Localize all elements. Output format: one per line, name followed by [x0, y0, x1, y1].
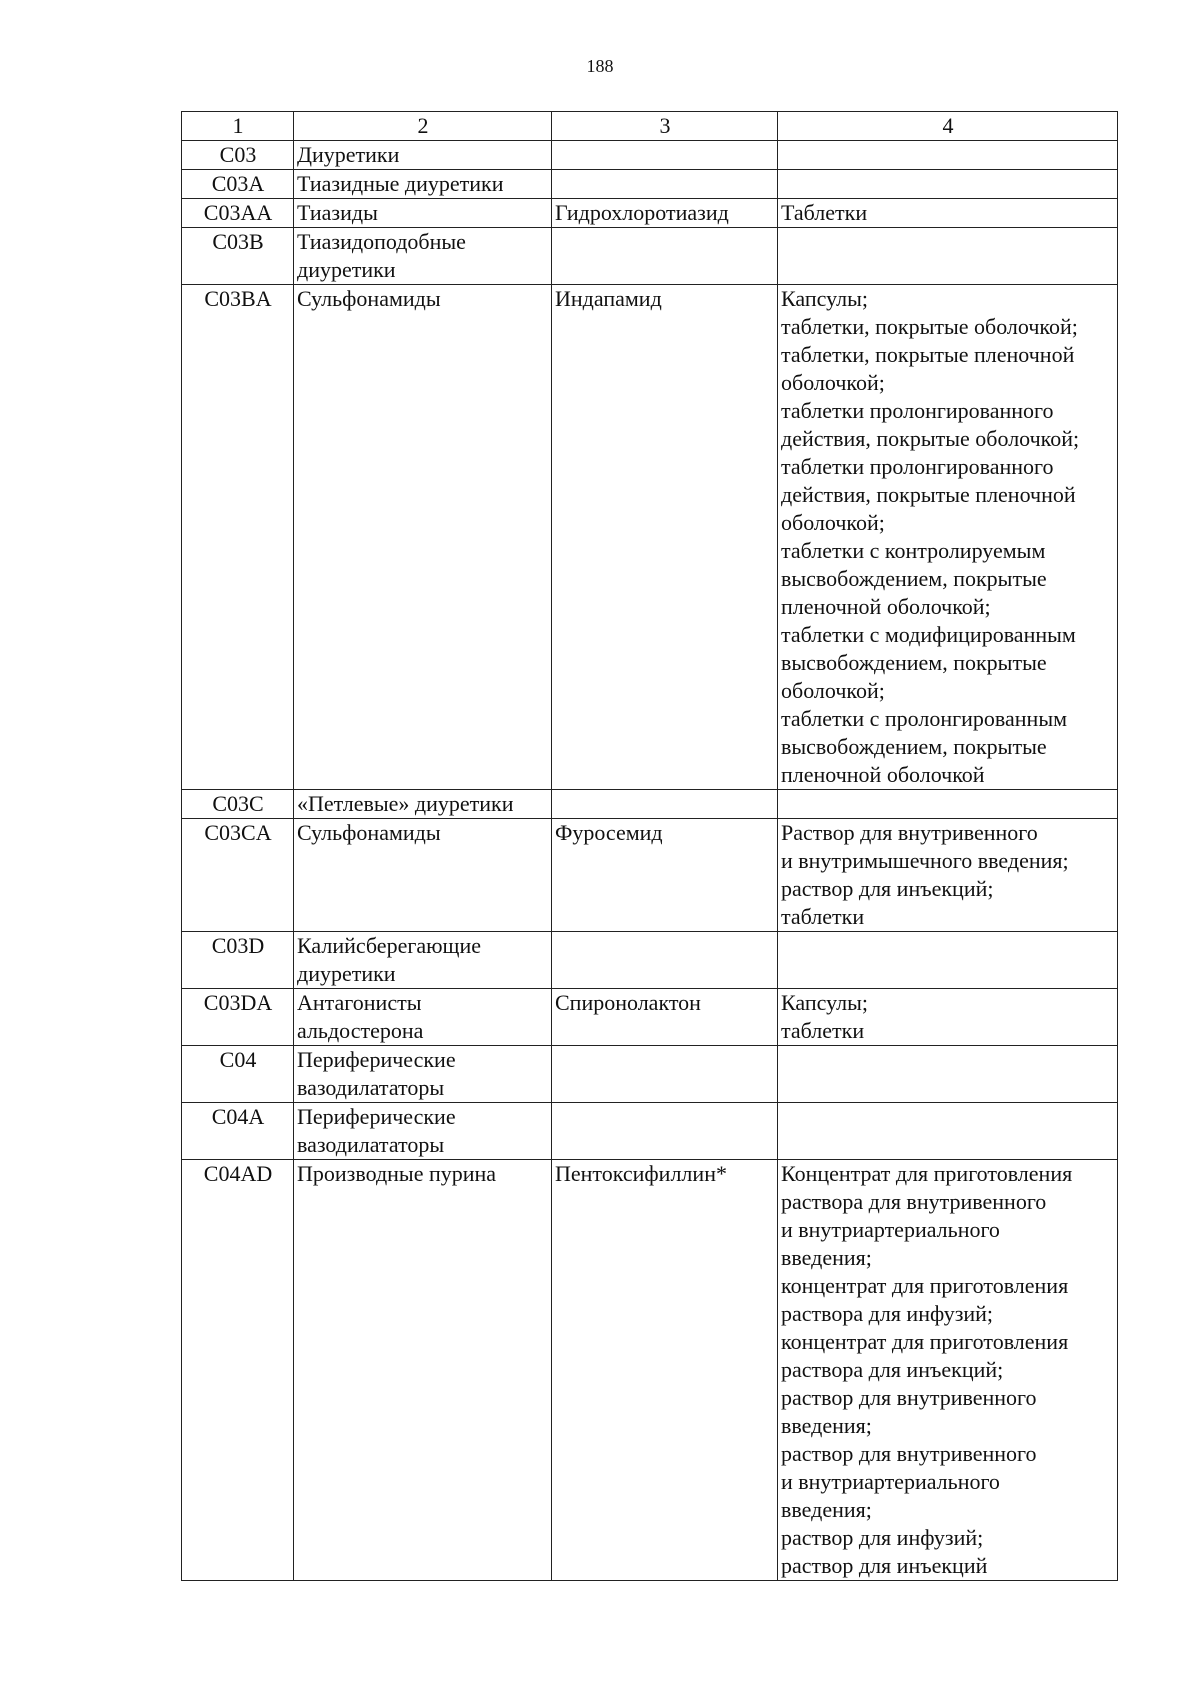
dosage-form-line: Таблетки — [781, 200, 868, 225]
table-header-row — [182, 112, 1118, 141]
substance-line: Спиронолактон — [555, 990, 701, 1015]
dosage-forms-cell — [778, 989, 1118, 1046]
dosage-form-line: Раствор для внутривенного — [781, 820, 1038, 845]
substance-cell — [552, 790, 778, 819]
substance-cell — [552, 170, 778, 199]
group-name-line: вазодилататоры — [297, 1075, 445, 1100]
dosage-forms-cell — [778, 1160, 1118, 1581]
dosage-form-line: и внутримышечного введения; — [781, 848, 1069, 873]
dosage-forms-cell — [778, 932, 1118, 989]
page-number: 188 — [586, 56, 614, 76]
table-row — [182, 228, 1118, 285]
dosage-form-line: и внутриартериального — [781, 1469, 1000, 1494]
group-name-line: Сульфонамиды — [297, 820, 441, 845]
group-name-line: Периферические — [297, 1047, 456, 1072]
dosage-form-line: и внутриартериального — [781, 1217, 1000, 1242]
dosage-form-line: таблетки с контролируемым — [781, 538, 1046, 563]
group-name-line: Диуретики — [297, 142, 400, 167]
table-row — [182, 1160, 1118, 1581]
dosage-forms-cell — [778, 1103, 1118, 1160]
dosage-form-line: высвобождением, покрытые — [781, 650, 1047, 675]
column-header-4: 4 — [778, 112, 1118, 141]
table-row — [182, 199, 1118, 228]
substance-cell — [552, 285, 778, 790]
atc-code-cell: C03C — [182, 790, 294, 819]
table-row — [182, 932, 1118, 989]
group-name-line: Периферические — [297, 1104, 456, 1129]
dosage-form-line: раствор для внутривенного — [781, 1441, 1037, 1466]
table-row — [182, 285, 1118, 790]
group-name-line: «Петлевые» диуретики — [297, 791, 514, 816]
dosage-form-line: раствор для инфузий; — [781, 1525, 984, 1550]
group-name-cell — [294, 819, 552, 932]
atc-code-cell: C03BA — [182, 285, 294, 790]
substance-line: Фуросемид — [555, 820, 663, 845]
atc-code-cell: C04A — [182, 1103, 294, 1160]
dosage-form-line: действия, покрытые пленочной — [781, 482, 1076, 507]
dosage-form-line: таблетки — [781, 1018, 865, 1043]
dosage-form-line: оболочкой; — [781, 370, 885, 395]
dosage-forms-cell — [778, 141, 1118, 170]
group-name-line: Тиазиды — [297, 200, 378, 225]
dosage-forms-cell — [778, 1046, 1118, 1103]
dosage-form-line: таблетки, покрытые пленочной — [781, 342, 1075, 367]
group-name-line: Тиазидоподобные — [297, 229, 466, 254]
atc-code-cell: C04 — [182, 1046, 294, 1103]
table-row — [182, 819, 1118, 932]
dosage-form-line: действия, покрытые оболочкой; — [781, 426, 1080, 451]
atc-code-cell: C03A — [182, 170, 294, 199]
atc-code-cell: C03D — [182, 932, 294, 989]
dosage-form-line: таблетки — [781, 904, 865, 929]
table-body — [182, 112, 1118, 1581]
group-name-line: альдостерона — [297, 1018, 424, 1043]
dosage-form-line: таблетки пролонгированного — [781, 398, 1054, 423]
dosage-form-line: таблетки с модифицированным — [781, 622, 1076, 647]
atc-code-cell: C03B — [182, 228, 294, 285]
dosage-form-line: введения; — [781, 1413, 872, 1438]
group-name-line: диуретики — [297, 961, 396, 986]
substance-cell — [552, 932, 778, 989]
atc-code-cell: C03 — [182, 141, 294, 170]
group-name-cell — [294, 228, 552, 285]
group-name-cell — [294, 285, 552, 790]
dosage-form-line: Концентрат для приготовления — [781, 1161, 1073, 1186]
dosage-form-line: введения; — [781, 1245, 872, 1270]
dosage-form-line: оболочкой; — [781, 510, 885, 535]
group-name-line: вазодилататоры — [297, 1132, 445, 1157]
dosage-form-line: раствор для инъекций — [781, 1553, 988, 1578]
substance-cell — [552, 1103, 778, 1160]
atc-code-cell: C04AD — [182, 1160, 294, 1581]
dosage-form-line: таблетки, покрытые оболочкой; — [781, 314, 1078, 339]
dosage-forms-cell — [778, 285, 1118, 790]
dosage-forms-cell — [778, 170, 1118, 199]
substance-cell — [552, 141, 778, 170]
dosage-form-line: пленочной оболочкой; — [781, 594, 991, 619]
group-name-cell — [294, 1103, 552, 1160]
substance-line: Гидрохлоротиазид — [555, 200, 729, 225]
atc-code-cell: C03AA — [182, 199, 294, 228]
table-row — [182, 1046, 1118, 1103]
substance-cell — [552, 819, 778, 932]
substance-cell — [552, 989, 778, 1046]
group-name-line: Производные пурина — [297, 1161, 497, 1186]
substance-cell — [552, 199, 778, 228]
group-name-cell — [294, 1160, 552, 1581]
drug-classification-table — [181, 111, 1118, 1581]
group-name-line: Антагонисты — [297, 990, 422, 1015]
column-header-3: 3 — [552, 112, 778, 141]
table-row — [182, 790, 1118, 819]
dosage-form-line: высвобождением, покрытые — [781, 734, 1047, 759]
group-name-cell — [294, 932, 552, 989]
dosage-form-line: концентрат для приготовления — [781, 1273, 1069, 1298]
group-name-line: Калийсберегающие — [297, 933, 482, 958]
dosage-form-line: таблетки с пролонгированным — [781, 706, 1068, 731]
substance-line: Индапамид — [555, 286, 662, 311]
substance-cell — [552, 228, 778, 285]
dosage-form-line: Капсулы; — [781, 286, 869, 311]
dosage-form-line: раствор для инъекций; — [781, 876, 994, 901]
atc-code-cell: C03DA — [182, 989, 294, 1046]
dosage-form-line: раствора для инфузий; — [781, 1301, 994, 1326]
group-name-cell — [294, 141, 552, 170]
table-row — [182, 1103, 1118, 1160]
dosage-form-line: концентрат для приготовления — [781, 1329, 1069, 1354]
dosage-form-line: раствора для внутривенного — [781, 1189, 1047, 1214]
group-name-line: Сульфонамиды — [297, 286, 441, 311]
dosage-form-line: раствор для внутривенного — [781, 1385, 1037, 1410]
group-name-line: Тиазидные диуретики — [297, 171, 504, 196]
column-header-1: 1 — [182, 112, 294, 141]
group-name-cell — [294, 199, 552, 228]
substance-cell — [552, 1160, 778, 1581]
dosage-form-line: высвобождением, покрытые — [781, 566, 1047, 591]
table-row — [182, 989, 1118, 1046]
dosage-form-line: Капсулы; — [781, 990, 869, 1015]
dosage-forms-cell — [778, 228, 1118, 285]
group-name-cell — [294, 170, 552, 199]
dosage-form-line: пленочной оболочкой — [781, 762, 985, 787]
dosage-form-line: раствора для инъекций; — [781, 1357, 1004, 1382]
substance-line: Пентоксифиллин* — [555, 1161, 727, 1186]
group-name-line: диуретики — [297, 257, 396, 282]
dosage-form-line: таблетки пролонгированного — [781, 454, 1054, 479]
table-row — [182, 141, 1118, 170]
dosage-forms-cell — [778, 199, 1118, 228]
group-name-cell — [294, 790, 552, 819]
substance-cell — [552, 1046, 778, 1103]
group-name-cell — [294, 989, 552, 1046]
group-name-cell — [294, 1046, 552, 1103]
column-header-2: 2 — [294, 112, 552, 141]
dosage-forms-cell — [778, 819, 1118, 932]
dosage-form-line: введения; — [781, 1497, 872, 1522]
atc-code-cell: C03CA — [182, 819, 294, 932]
table-row — [182, 170, 1118, 199]
dosage-forms-cell — [778, 790, 1118, 819]
dosage-form-line: оболочкой; — [781, 678, 885, 703]
